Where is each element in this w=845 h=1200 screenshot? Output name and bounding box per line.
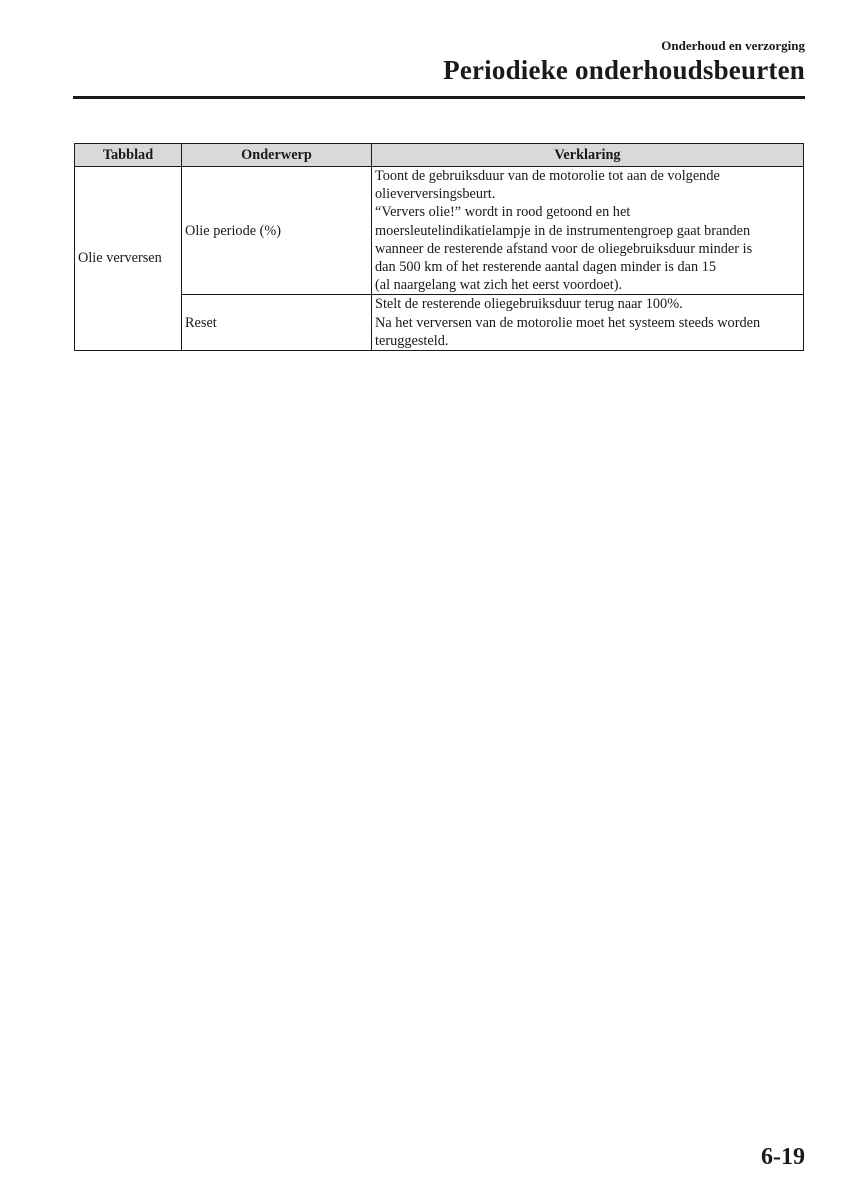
table-row	[75, 295, 804, 351]
description-line: Na het verversen van de motorolie moet het systeem steeds worden	[375, 314, 761, 331]
description-line: (al naargelang wat zich het eerst voordoet).	[375, 277, 623, 294]
description-line: wanneer de resterende afstand voor de oliegebruiksduur minder is	[375, 240, 753, 257]
description-cell	[372, 167, 804, 295]
info-table	[74, 143, 804, 351]
description-cell	[372, 295, 804, 351]
page-title: Periodieke onderhoudsbeurten	[443, 55, 805, 85]
page-number: 6-19	[761, 1144, 805, 1170]
subject-cell: Reset	[182, 295, 372, 351]
section-label: Onderhoud en verzorging	[661, 38, 805, 53]
description-line: Stelt de resterende oliegebruiksduur terug naar 100%.	[375, 296, 683, 313]
description-line: dan 500 km of het resterende aantal dagen minder is dan 15	[375, 259, 717, 276]
column-header-description: Verklaring	[372, 144, 804, 167]
column-header-subject: Onderwerp	[182, 144, 372, 167]
description-line: “Ververs olie!” wordt in rood getoond en het	[375, 204, 631, 221]
table-header-row	[75, 144, 804, 167]
description-line: moersleutelindikatielampje in de instrumentengroep gaat branden	[375, 222, 751, 239]
title-rule	[73, 96, 805, 99]
column-header-tab: Tabblad	[75, 144, 182, 167]
description-line: olieverversingsbeurt.	[375, 186, 496, 203]
description-line: teruggesteld.	[375, 332, 449, 349]
tab-cell: Olie verversen	[75, 167, 182, 351]
subject-cell: Olie periode (%)	[182, 167, 372, 295]
table-row	[75, 167, 804, 295]
description-line: Toont de gebruiksduur van de motorolie tot aan de volgende	[375, 168, 720, 184]
